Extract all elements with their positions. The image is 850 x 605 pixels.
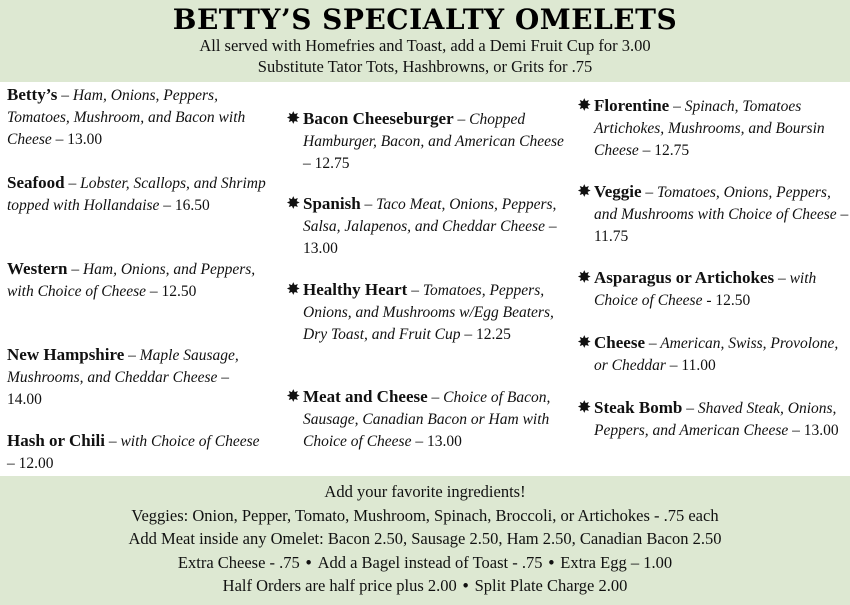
item-name: Spanish — [303, 194, 361, 213]
star-icon: ✸ — [578, 270, 591, 286]
item-description: – American, Swiss, Provolone, or Cheddar — [594, 335, 839, 374]
item-description: – Ham, Onions, and Peppers, with Choice of Cheese — [7, 261, 256, 300]
menu-title: BETTY’S SPECIALTY OMELETS — [172, 3, 678, 36]
menu-item — [7, 84, 267, 151]
star-icon: ✸ — [578, 400, 591, 416]
star-icon: ✸ — [578, 184, 591, 200]
item-price: – 14.00 — [7, 369, 230, 408]
menu-item — [287, 279, 567, 346]
item-description: – Spinach, Tomatoes Artichokes, Mushrooms, and Boursin Cheese — [594, 98, 825, 159]
split-plate-note: Split Plate Charge 2.00 — [474, 576, 628, 595]
substitute-note: Substitute Tator Tots, Hashbrowns, or Grits for .75 — [257, 57, 593, 76]
extra-cheese-option: Extra Cheese - .75 — [177, 552, 300, 572]
item-price: – 12.50 — [146, 283, 197, 300]
menu-item — [287, 108, 567, 175]
item-name: Meat and Cheese — [303, 387, 428, 406]
item-name: Steak Bomb — [594, 398, 683, 417]
item-price: – 12.75 — [303, 155, 350, 172]
item-name: Veggie — [594, 182, 642, 201]
omelet-list — [0, 82, 850, 476]
item-description: – Lobster, Scallops, and Shrimp topped with Hollandaise — [7, 175, 266, 214]
veggie-add-ons: Veggies: Onion, Pepper, Tomato, Mushroom, Spinach, Broccoli, or Artichokes - .75 each — [131, 505, 719, 525]
item-description: – Tomatoes, Peppers, Onions, and Mushrooms w/Egg Beaters, Dry Toast, and Fruit Cup — [303, 282, 554, 343]
bullet-separator: • — [548, 552, 555, 572]
item-description: – Maple Sausage, Mushrooms, and Cheddar Cheese — [7, 347, 239, 386]
item-name: Asparagus or Artichokes — [594, 268, 775, 287]
item-description: – Chopped Hamburger, Bacon, and American Cheese — [303, 111, 564, 150]
item-price: – 12.00 — [7, 455, 54, 472]
menu-item — [578, 332, 850, 377]
menu-item — [287, 386, 567, 453]
star-icon: ✸ — [578, 335, 591, 351]
item-name: Cheese — [594, 333, 645, 352]
item-price: – 13.00 — [411, 433, 462, 450]
item-name: New Hampshire — [7, 345, 125, 364]
menu-item — [7, 258, 267, 303]
bullet-separator: • — [462, 576, 469, 595]
item-price: - 12.50 — [702, 292, 751, 309]
item-description: – Choice of Bacon, Sausage, Canadian Bacon or Ham with Choice of Cheese — [303, 389, 551, 450]
item-description: – Ham, Onions, Peppers, Tomatoes, Mushroom, and Bacon with Cheese — [7, 87, 246, 148]
add-ons-heading: Add your favorite ingredients! — [324, 482, 526, 501]
sides-note: All served with Homefries and Toast, add a Demi Fruit Cup for 3.00 — [199, 36, 651, 55]
extras-line — [0, 551, 850, 575]
item-description: – Taco Meat, Onions, Peppers, Salsa, Jalapenos, and Cheddar Cheese — [303, 196, 557, 235]
menu-item — [287, 193, 567, 260]
star-icon: ✸ — [287, 111, 300, 127]
star-icon: ✸ — [287, 196, 300, 212]
item-price: – 11.00 — [665, 357, 716, 374]
item-price: – 11.75 — [594, 206, 849, 245]
orders-line — [0, 574, 850, 598]
item-name: Healthy Heart — [303, 280, 408, 299]
extra-egg-option: Extra Egg – 1.00 — [560, 552, 673, 572]
item-price: – 12.25 — [460, 326, 511, 343]
item-description: – with Choice of Cheese — [104, 433, 260, 450]
add-ons-panel — [0, 476, 850, 605]
star-icon: ✸ — [287, 282, 300, 298]
menu-item — [578, 397, 850, 442]
half-orders-note: Half Orders are half price plus 2.00 — [222, 576, 457, 595]
star-icon: ✸ — [287, 389, 300, 405]
menu-item — [578, 181, 850, 248]
item-name: Betty’s — [7, 85, 58, 104]
menu-item — [7, 172, 267, 217]
item-price: – 13.00 — [788, 422, 839, 439]
item-price: – 13.00 — [303, 218, 557, 257]
menu-item — [7, 430, 267, 475]
menu-item — [578, 95, 850, 162]
item-name: Seafood — [7, 173, 65, 192]
bullet-separator: • — [305, 552, 312, 572]
menu-header — [0, 0, 850, 82]
menu-item — [7, 344, 267, 411]
item-price: – 16.50 — [159, 197, 210, 214]
item-name: Bacon Cheeseburger — [303, 109, 454, 128]
item-price: – 12.75 — [638, 142, 690, 159]
item-name: Western — [7, 259, 68, 278]
item-description: – Tomatoes, Onions, Peppers, and Mushrooms with Choice of Cheese — [594, 184, 837, 223]
bagel-option: Add a Bagel instead of Toast - .75 — [317, 552, 543, 572]
star-icon: ✸ — [578, 98, 591, 114]
item-price: – 13.00 — [51, 131, 103, 148]
item-name: Hash or Chili — [7, 431, 105, 450]
item-description: – with Choice of Cheese — [594, 270, 817, 309]
meat-add-ons: Add Meat inside any Omelet: Bacon 2.50, Sausage 2.50, Ham 2.50, Canadian Bacon 2.50 — [128, 529, 722, 548]
menu-item — [578, 267, 850, 312]
item-name: Florentine — [594, 96, 670, 115]
item-description: – Shaved Steak, Onions, Peppers, and American Cheese — [594, 400, 837, 439]
